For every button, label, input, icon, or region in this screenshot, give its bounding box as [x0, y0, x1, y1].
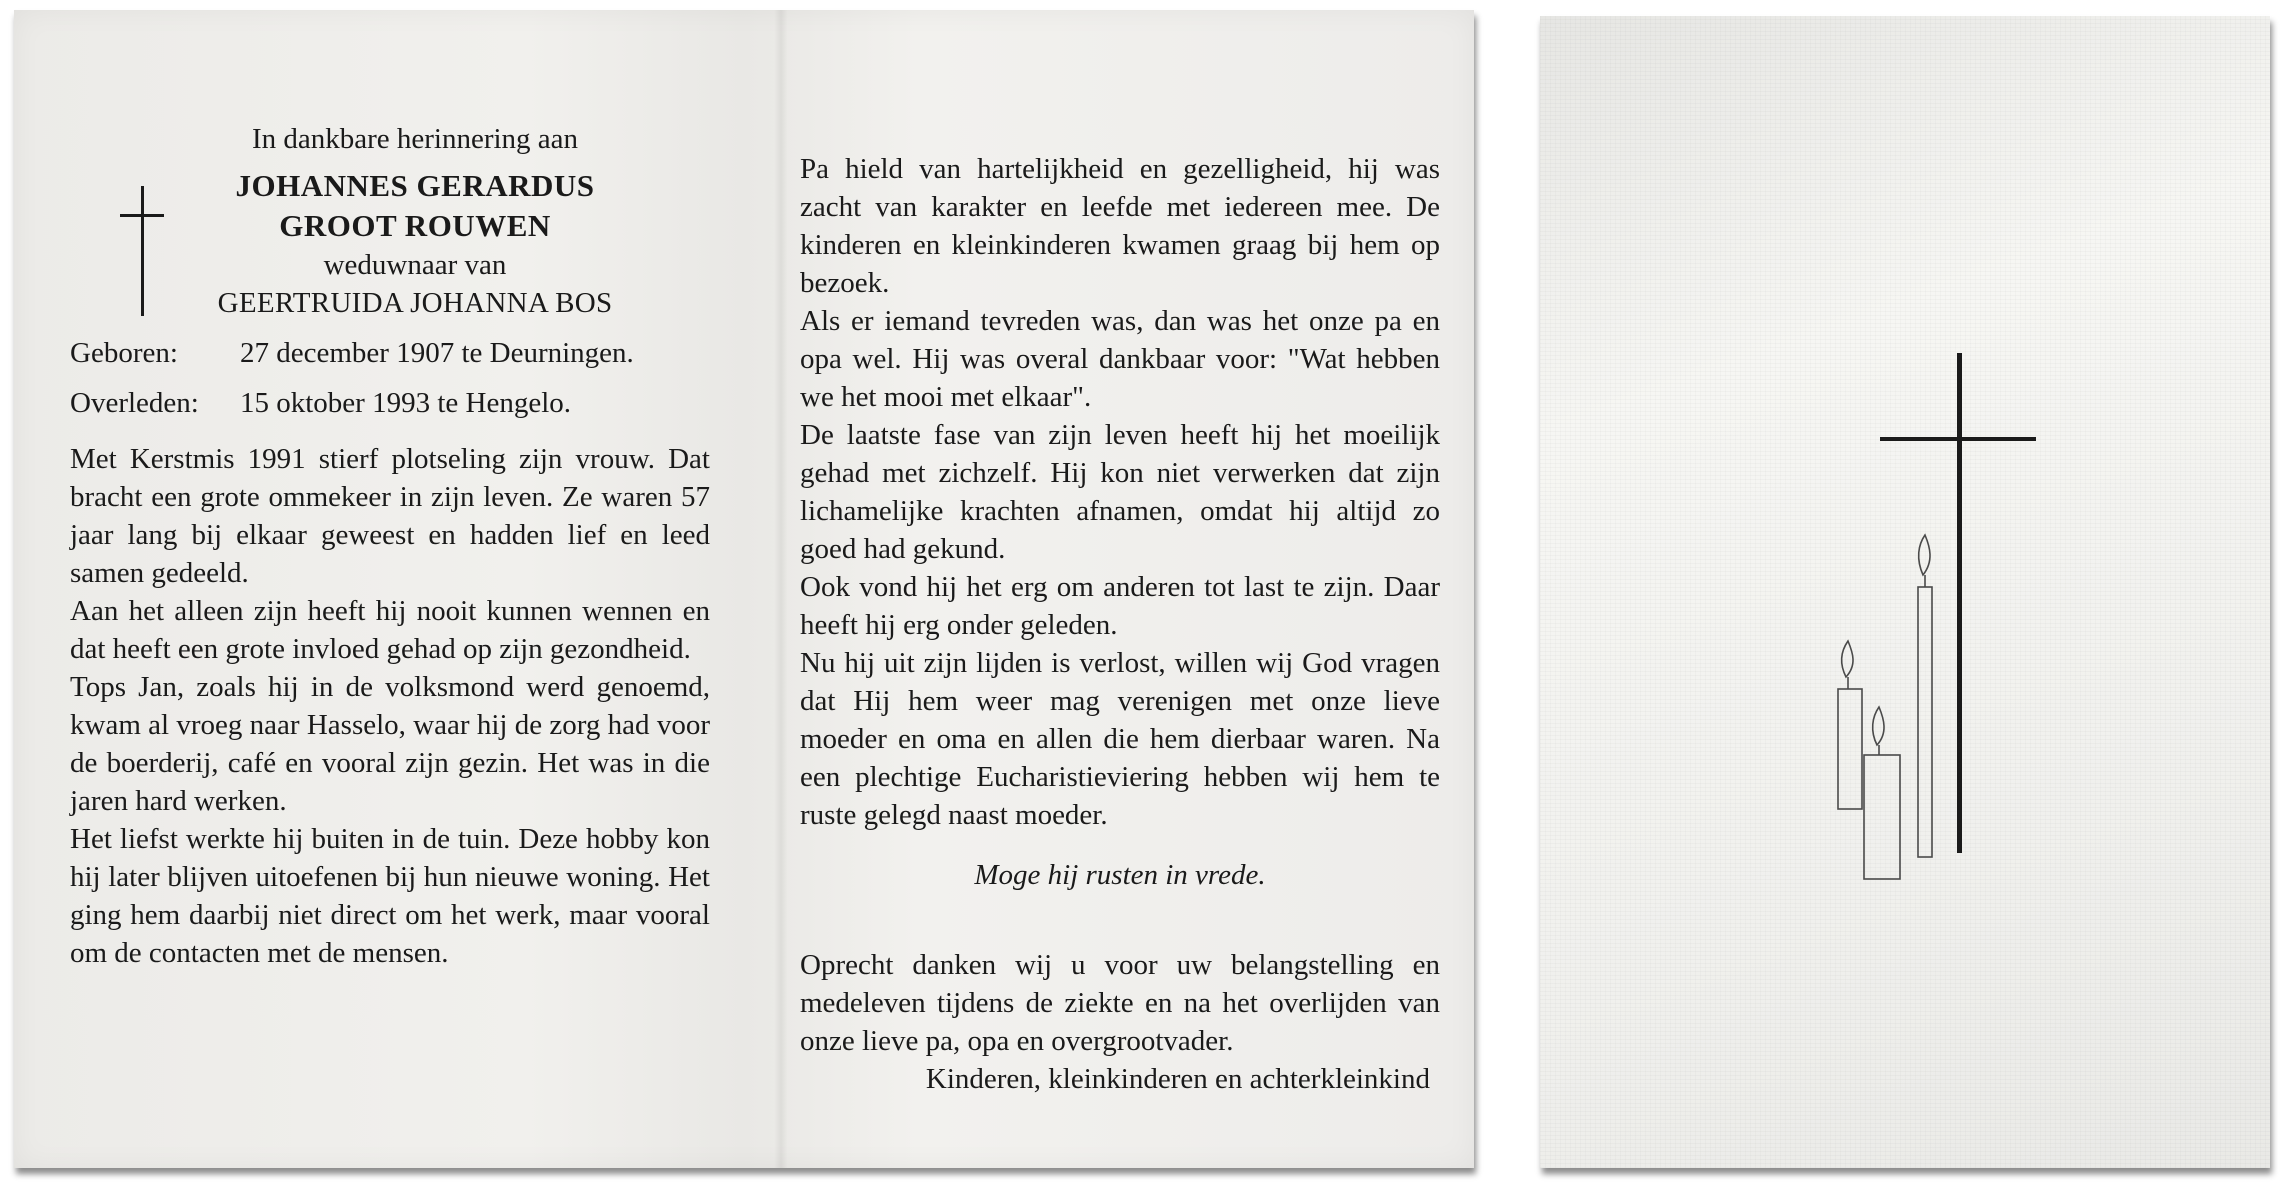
name-block — [70, 166, 710, 322]
dates-block — [70, 334, 710, 422]
died-row — [70, 384, 710, 422]
right-page — [800, 150, 1440, 1098]
deceased-name-line1: JOHANNES GERARDUS — [235, 168, 595, 203]
small-cross-icon — [120, 186, 164, 316]
intro-text: In dankbare herinnering aan — [251, 123, 579, 155]
right-paragraph: De laatste fase van zijn leven heeft hij het moeilijk gehad met zichzelf. Hij kon niet verwerken dat zijn lichamelijke krachten afnamen, omdat hij altijd zo goed had gekund. — [800, 419, 1440, 565]
right-paragraph: Pa hield van hartelijkheid en gezelligheid, hij was zacht van karakter en leefde met iedereen mee. De kinderen en kleinkinderen kwamen graag bij hem op bezoek. — [800, 153, 1440, 299]
deceased-name-line2: GROOT ROUWEN — [279, 208, 551, 243]
right-paragraph: Als er iemand tevreden was, dan was het onze pa en opa wel. Hij was overal dankbaar voor: "Wat hebben we het mooi met elkaar". — [800, 305, 1440, 413]
left-text — [70, 440, 710, 972]
cover-illustration — [1820, 345, 2050, 885]
relation-text: weduwnaar van — [323, 249, 507, 281]
born-row — [70, 334, 710, 372]
left-page — [70, 120, 710, 972]
candle-icon — [1838, 535, 1932, 879]
signature: Kinderen, kleinkinderen en achterkleinkind — [925, 1063, 1430, 1095]
born-value: 27 december 1907 te Deurningen. — [240, 337, 634, 369]
right-paragraph: Ook vond hij het erg om anderen tot last te zijn. Daar heeft hij erg onder geleden. — [800, 571, 1440, 641]
left-paragraph: Aan het alleen zijn heeft hij nooit kunnen wennen en dat heeft een grote invloed gehad op zijn gezondheid. — [70, 595, 710, 665]
left-paragraph: Tops Jan, zoals hij in de volksmond werd genoemd, kwam al vroeg naar Hasselo, waar hij de zorg had voor de boerderij, café en vooral zijn gezin. Het was in die jaren hard werken. — [70, 671, 710, 817]
thanks-text: Oprecht danken wij u voor uw belangstelling en medeleven tijdens de ziekte en na het overlijden van onze lieve pa, opa en overgrootvader. — [800, 949, 1440, 1057]
card-fold — [774, 10, 788, 1168]
died-value: 15 oktober 1993 te Hengelo. — [240, 387, 572, 419]
born-label: Geboren: — [70, 337, 178, 369]
left-paragraph: Met Kerstmis 1991 stierf plotseling zijn vrouw. Dat bracht een grote ommekeer in zijn leven. Ze waren 57 jaar lang bij elkaar geweest en hadden lief en leed samen gedeeld. — [70, 443, 710, 589]
spouse-name: GEERTRUIDA JOHANNA BOS — [217, 287, 613, 319]
died-label: Overleden: — [70, 387, 199, 419]
left-paragraph: Het liefst werkte hij buiten in de tuin. Deze hobby kon hij later blijven uitoefenen bij hun nieuwe woning. Het ging hem daarbij niet direct om het werk, maar vooral om de contacten met de mensen. — [70, 823, 710, 969]
motto: Moge hij rusten in vrede. — [974, 859, 1266, 891]
right-paragraph: Nu hij uit zijn lijden is verlost, willen wij God vragen dat Hij hem weer mag verenigen met onze lieve moeder en oma en allen die hem dierbaar waren. Na een plechtige Eucharistieviering hebben wij hem te ruste gelegd naast moeder. — [800, 647, 1440, 831]
cross-icon — [1880, 353, 2036, 853]
